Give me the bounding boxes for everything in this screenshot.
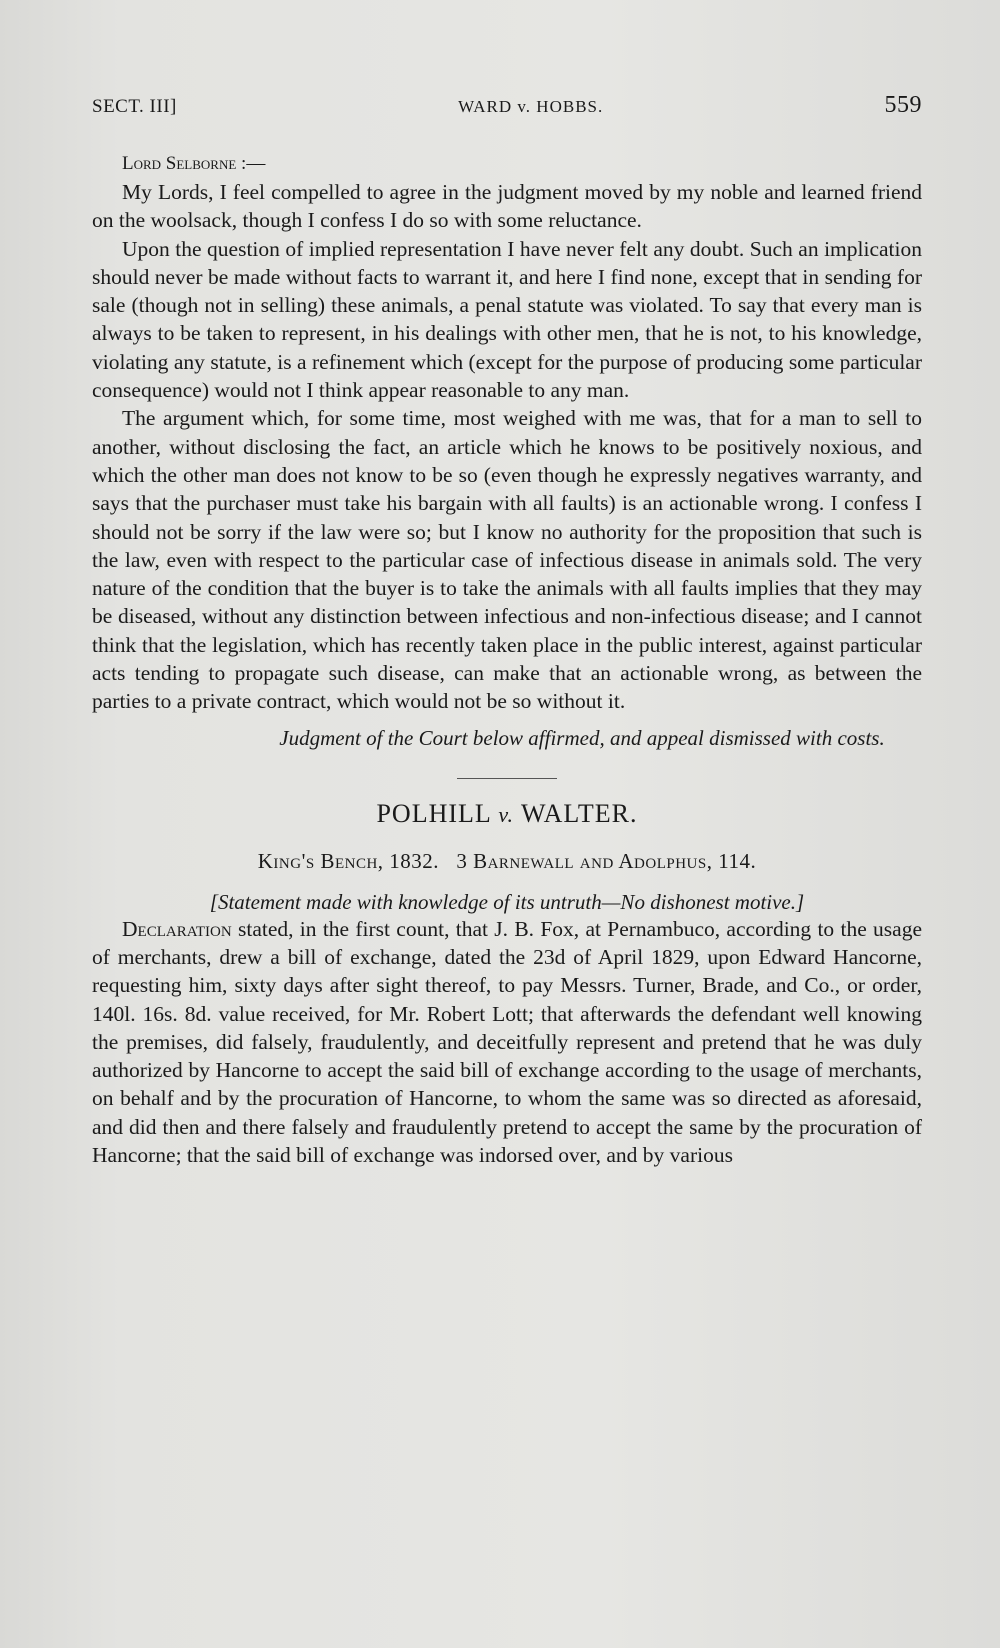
running-header	[92, 92, 922, 132]
paragraph-3: The argument which, for some time, most weighed with me was, that for a man to sell to another, without disclosing the fact, an article which he knows to be positively noxious, and which the other man does not know to be so (even though he expressly negatives warranty, and says that the purchaser must take his bargain with all faults) is an actionable wrong. I confess I should not be sorry if the law were so; but I know no authority for the proposition that such is the law, even with respect to the particular case of infectious disease in animals sold. The very nature of the condition that the buyer is to take the animals with all faults implies that they may be diseased, without any distinction between infectious and non-infectious disease; and I cannot think that the legislation, which has recently taken place in the public interest, against particular acts tending to propagate such disease, can make that an actionable wrong, as between the parties to a private contract, which would not be so without it.	[92, 406, 922, 714]
court-and-year: King's Bench, 1832.	[257, 848, 440, 873]
judgment-line: Judgment of the Court below affirmed, and appeal dismissed with costs.	[279, 725, 885, 750]
speaker-heading: Lord Selborne :—	[122, 153, 266, 174]
case-citation	[92, 849, 922, 874]
paragraph-2: Upon the question of implied representation I have never felt any doubt. Such an implication should never be made without facts to warrant it, and here I find none, except that in sending for sale (though not in selling) these animals, a penal statute was violated. To say that every man is always to be taken to represent, in his dealings with other men, that he is not, to his knowledge, violating any statute, is a refinement which (except for the purpose of producing some particular consequence) would not I think appear reasonable to any man.	[92, 236, 922, 403]
page-number: 559	[884, 92, 922, 118]
reporter-citation: 3 Barnewall and Adolphus, 114.	[456, 848, 757, 873]
text-column	[92, 92, 922, 1169]
paragraph-1: My Lords, I feel compelled to agree in the judgment moved by my noble and learned friend on the woolsack, though I confess I do so with some reluctance.	[92, 180, 922, 233]
declaration-text: stated, in the first count, that J. B. Fox, at Pernambuco, according to the usage of merchants, drew a bill of exchange, dated the 23d of April 1829, upon Edward Hancorne, requesting him, sixty days after sight thereof, to pay Messrs. Turner, Brade, and Co., or order, 140l. 16s. 8d. value received, for Mr. Robert Lott; that afterwards the defendant well knowing the premises, did falsely, fraudulently, and deceitfully represent and pretend that he was duly authorized by Hancorne to accept the said bill of exchange according to the usage of merchants, on behalf and by the procuration of Hancorne, to whom the same was so directed as aforesaid, and did then and there falsely and fraudulently pretend to accept the same by the procuration of Hancorne; that the said bill of exchange was indorsed over, and by various	[92, 916, 922, 1168]
running-title: WARD v. HOBBS.	[458, 97, 604, 116]
case-title	[92, 799, 922, 829]
case-party-defendant: WALTER.	[520, 798, 638, 828]
declaration-lead: Declaration	[122, 916, 232, 941]
section-divider	[457, 778, 557, 779]
case-party-plaintiff: POLHILL	[376, 798, 491, 828]
case-versus: v.	[498, 801, 514, 827]
section-label: SECT. III]	[92, 96, 177, 117]
declaration-paragraph	[92, 915, 922, 1170]
headnote: [Statement made with knowledge of its untruth—No dishonest motive.]	[209, 889, 805, 914]
